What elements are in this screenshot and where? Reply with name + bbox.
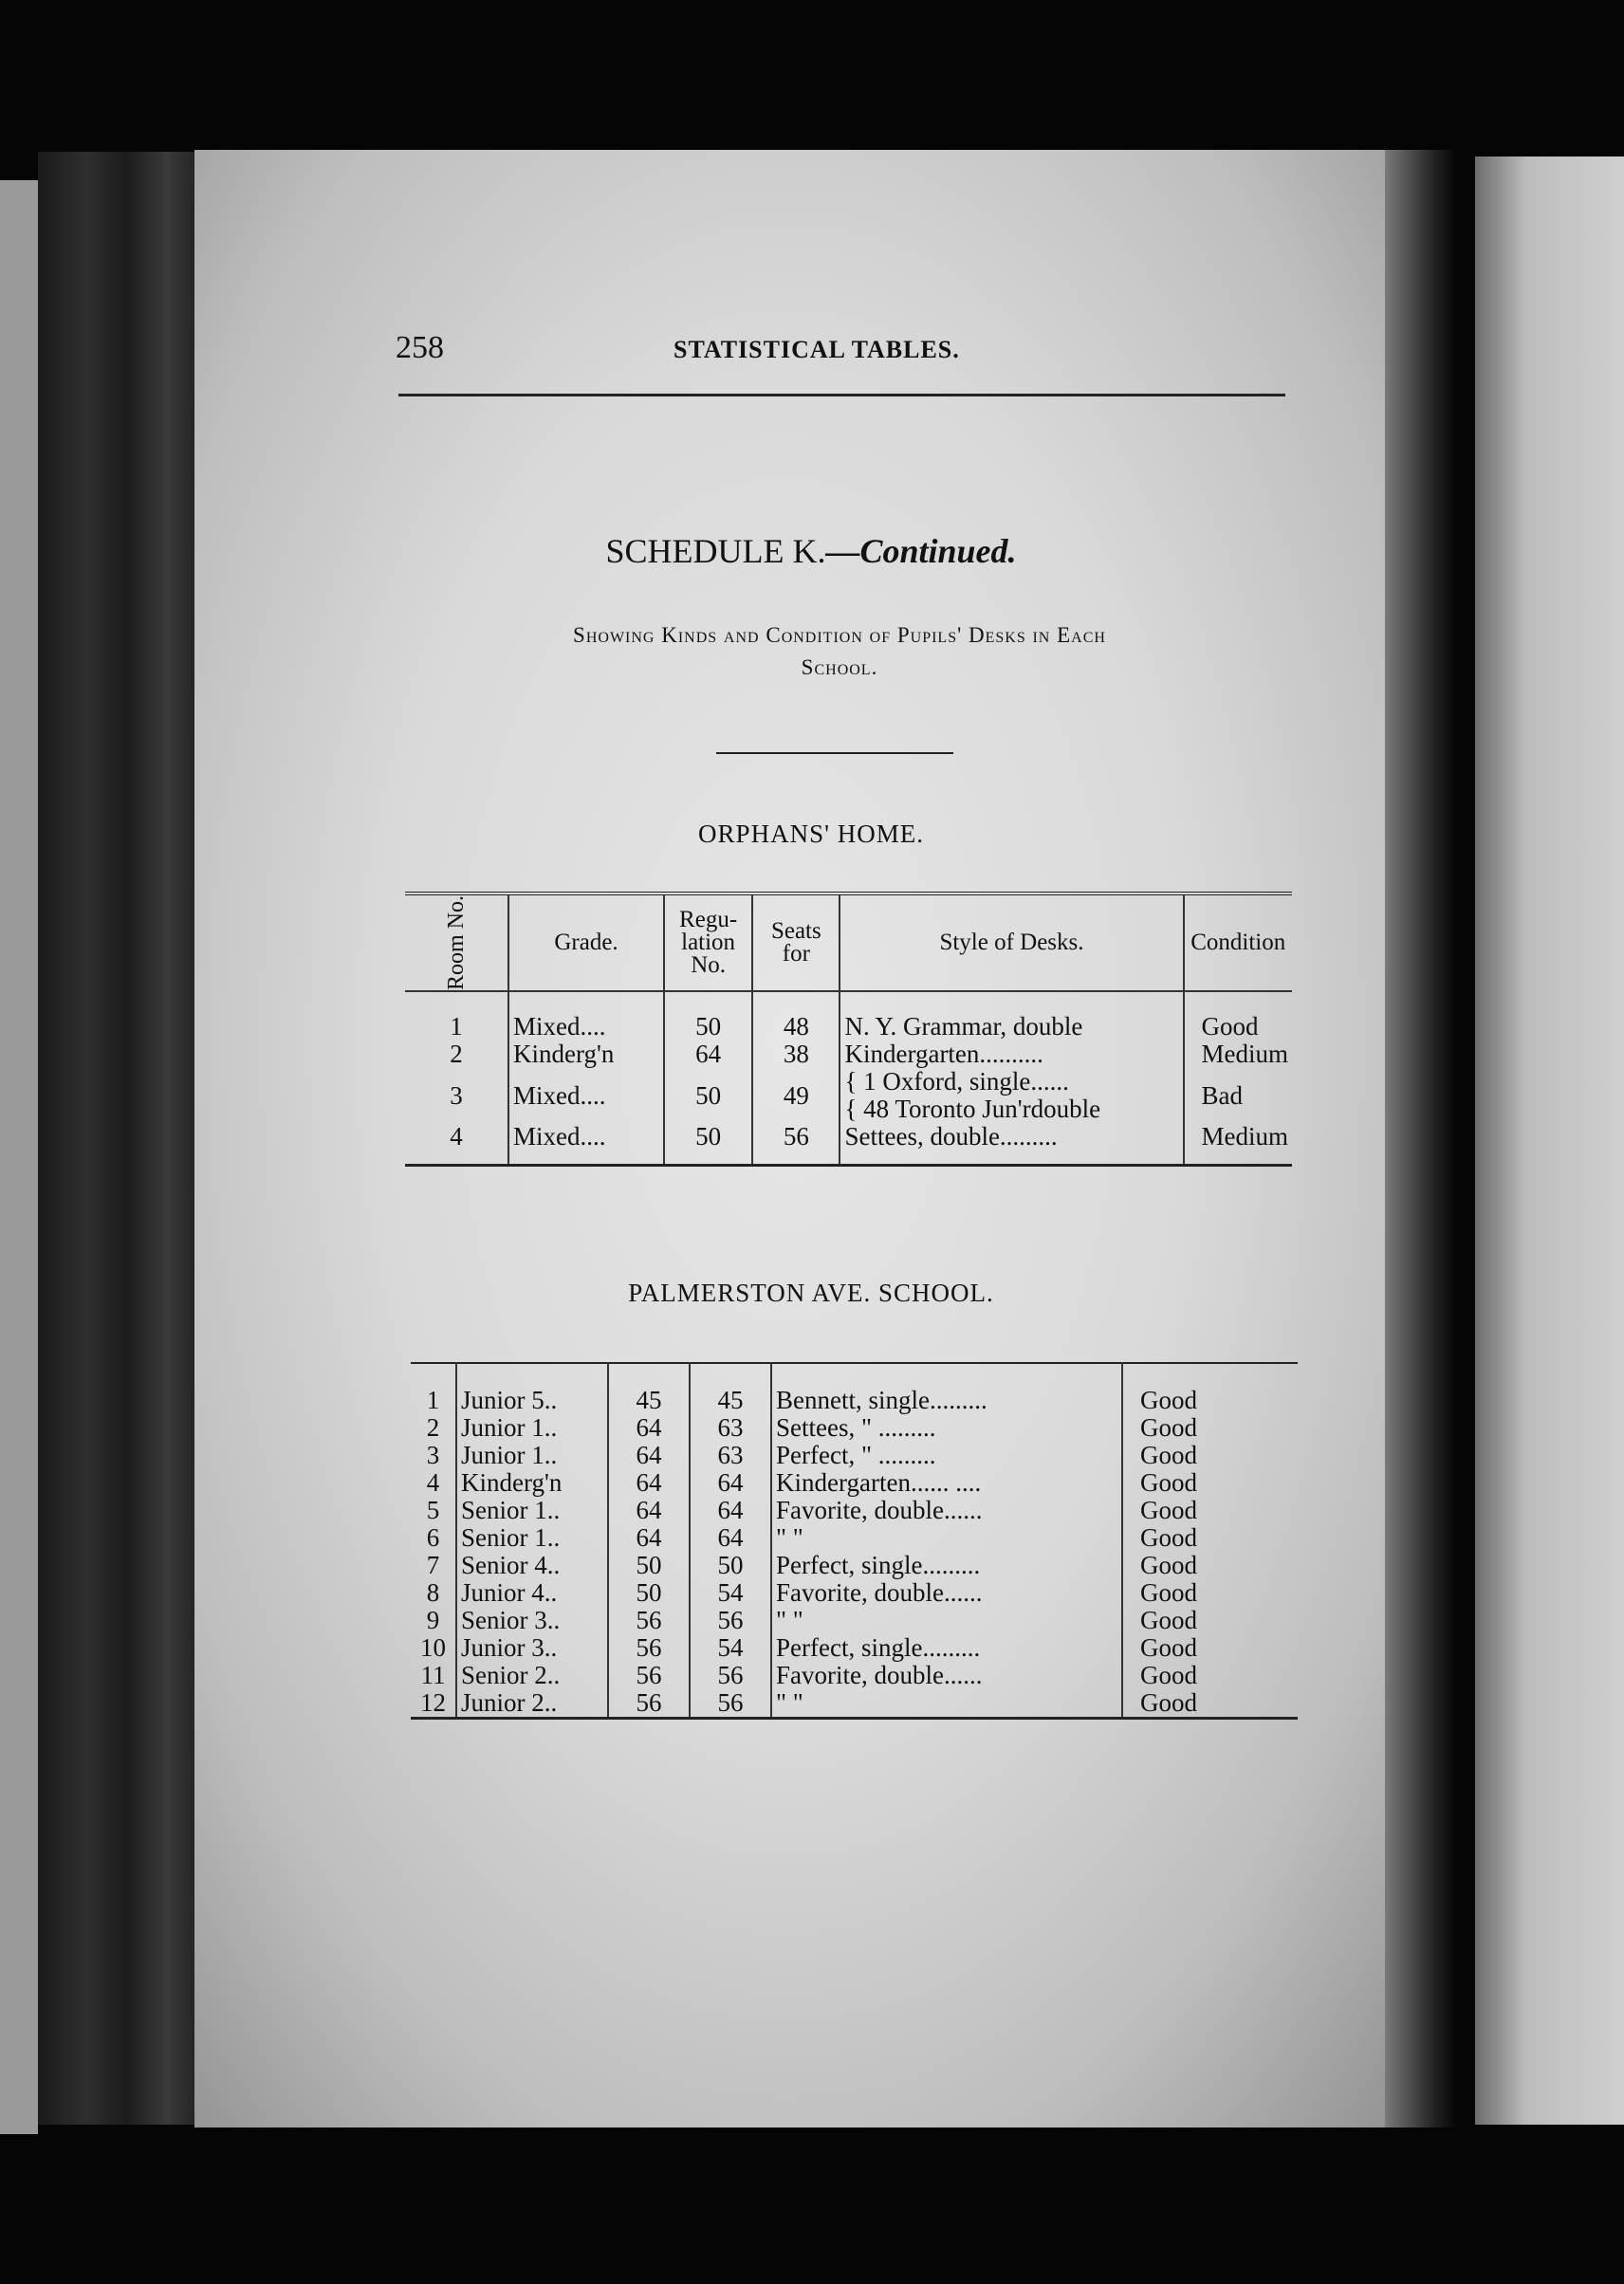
regulation-cell: 50: [664, 1123, 752, 1166]
regulation-cell: 64: [608, 1414, 690, 1442]
condition-cell: Good: [1122, 1662, 1298, 1689]
room-cell: 2: [450, 1040, 463, 1068]
regulation-cell: 64: [608, 1469, 690, 1497]
style-cell: N. Y. Grammar, double: [840, 991, 1183, 1041]
table-row: [405, 991, 1292, 1041]
grade-cell: Senior 4..: [456, 1552, 608, 1579]
regulation-cell: 50: [664, 991, 752, 1041]
schedule-title-main: SCHEDULE K.: [605, 532, 826, 570]
table-row: [405, 1068, 1292, 1123]
regulation-cell: 64: [608, 1524, 690, 1552]
adjacent-page: [1475, 157, 1624, 2125]
table-row: [411, 1552, 1298, 1579]
col-style: Style of Desks.: [840, 893, 1183, 991]
style-cell: Perfect, " .........: [771, 1442, 1122, 1469]
palmerston-table-body: [411, 1363, 1298, 1719]
book-edge: [0, 180, 38, 2134]
page-gutter-shadow: [1385, 150, 1456, 2127]
table-header-row: [405, 893, 1292, 991]
table-row: [411, 1607, 1298, 1634]
seats-cell: 48: [752, 991, 840, 1041]
grade-cell: Senior 1..: [456, 1497, 608, 1524]
seats-cell: 49: [752, 1068, 840, 1123]
room-cell: 10: [420, 1633, 446, 1662]
col-regulation-l2: lation: [681, 930, 736, 955]
condition-cell: Good: [1122, 1363, 1298, 1414]
grade-cell: Junior 3..: [456, 1634, 608, 1662]
condition-cell: Bad: [1184, 1068, 1293, 1123]
regulation-cell: 56: [608, 1607, 690, 1634]
room-cell: 7: [426, 1551, 440, 1579]
style-line-2: { 48 Toronto Jun'rdouble: [844, 1095, 1101, 1123]
room-cell: 8: [426, 1578, 440, 1607]
condition-cell: Medium: [1184, 1123, 1293, 1166]
room-cell: 11: [420, 1661, 446, 1689]
grade-cell: Senior 1..: [456, 1524, 608, 1552]
running-head: STATISTICAL TABLES.: [674, 336, 960, 363]
condition-cell: Good: [1122, 1552, 1298, 1579]
col-seats: [752, 893, 840, 991]
book-page: [194, 150, 1428, 2127]
condition-cell: Good: [1122, 1634, 1298, 1662]
grade-cell: Mixed....: [508, 1123, 664, 1166]
table-row: [405, 1123, 1292, 1166]
condition-cell: Good: [1184, 991, 1293, 1041]
regulation-cell: 64: [608, 1442, 690, 1469]
seats-cell: 64: [690, 1469, 771, 1497]
table-row: [411, 1469, 1298, 1497]
grade-cell: Mixed....: [508, 991, 664, 1041]
room-cell: 1: [450, 1012, 463, 1041]
style-cell: [840, 1068, 1183, 1123]
palmerston-heading: PALMERSTON AVE. SCHOOL.: [628, 1279, 994, 1307]
table-row: [411, 1363, 1298, 1414]
style-cell: " ": [771, 1607, 1122, 1634]
style-cell: Favorite, double......: [771, 1662, 1122, 1689]
orphans-home-heading: ORPHANS' HOME.: [698, 820, 924, 848]
condition-cell: Good: [1122, 1497, 1298, 1524]
style-cell: Favorite, double......: [771, 1497, 1122, 1524]
seats-cell: 56: [690, 1689, 771, 1719]
style-cell: Perfect, single.........: [771, 1634, 1122, 1662]
seats-cell: 38: [752, 1041, 840, 1068]
style-cell: Bennett, single.........: [771, 1363, 1122, 1414]
table-row: [411, 1689, 1298, 1719]
schedule-subtitle: [389, 619, 1290, 684]
orphans-home-table: [405, 892, 1292, 1167]
table-row: [411, 1662, 1298, 1689]
regulation-cell: 64: [608, 1497, 690, 1524]
grade-cell: Junior 1..: [456, 1414, 608, 1442]
regulation-cell: 56: [608, 1634, 690, 1662]
room-cell: 2: [426, 1413, 440, 1442]
condition-cell: Good: [1122, 1689, 1298, 1719]
page-number: 258: [396, 330, 444, 365]
subtitle-line-2: School.: [801, 655, 878, 679]
seats-cell: 45: [690, 1363, 771, 1414]
condition-cell: Good: [1122, 1524, 1298, 1552]
seats-cell: 64: [690, 1497, 771, 1524]
grade-cell: Junior 5..: [456, 1363, 608, 1414]
seats-cell: 63: [690, 1442, 771, 1469]
seats-cell: 56: [690, 1662, 771, 1689]
section-divider: [716, 752, 953, 754]
room-cell: 6: [426, 1523, 440, 1552]
regulation-cell: 50: [608, 1552, 690, 1579]
style-cell: Kindergarten..........: [840, 1041, 1183, 1068]
room-cell: 12: [420, 1688, 446, 1717]
seats-cell: 63: [690, 1414, 771, 1442]
seats-cell: 56: [752, 1123, 840, 1166]
seats-cell: 56: [690, 1607, 771, 1634]
table-row: [411, 1414, 1298, 1442]
col-seats-l2: for: [782, 941, 810, 967]
style-cell: Perfect, single.........: [771, 1552, 1122, 1579]
regulation-cell: 64: [664, 1041, 752, 1068]
style-cell: " ": [771, 1689, 1122, 1719]
grade-cell: Junior 2..: [456, 1689, 608, 1719]
condition-cell: Good: [1122, 1442, 1298, 1469]
room-cell: 4: [450, 1122, 463, 1151]
grade-cell: Junior 1..: [456, 1442, 608, 1469]
room-cell: 4: [426, 1468, 440, 1497]
schedule-title: [194, 531, 1428, 571]
table-row: [411, 1634, 1298, 1662]
condition-cell: Medium: [1184, 1041, 1293, 1068]
seats-cell: 54: [690, 1579, 771, 1607]
seats-cell: 54: [690, 1634, 771, 1662]
col-room: [405, 893, 508, 991]
style-cell: " ": [771, 1524, 1122, 1552]
style-cell: Favorite, double......: [771, 1579, 1122, 1607]
condition-cell: Good: [1122, 1469, 1298, 1497]
regulation-cell: 56: [608, 1662, 690, 1689]
regulation-cell: 50: [608, 1579, 690, 1607]
style-cell: Kindergarten...... ....: [771, 1469, 1122, 1497]
table-row: [411, 1524, 1298, 1552]
seats-cell: 64: [690, 1524, 771, 1552]
header-rule: [398, 394, 1285, 396]
regulation-cell: 45: [608, 1363, 690, 1414]
regulation-cell: 50: [664, 1068, 752, 1123]
col-grade: Grade.: [508, 893, 664, 991]
style-line-1: { 1 Oxford, single......: [844, 1067, 1069, 1096]
col-regulation: [664, 893, 752, 991]
style-cell: Settees, double.........: [840, 1123, 1183, 1166]
grade-cell: Senior 3..: [456, 1607, 608, 1634]
schedule-title-suffix: —Continued.: [825, 532, 1017, 570]
palmerston-table: [411, 1362, 1298, 1720]
room-cell: 3: [450, 1080, 463, 1110]
grade-cell: Kinderg'n: [508, 1041, 664, 1068]
regulation-cell: 56: [608, 1689, 690, 1719]
book-spine: [38, 152, 199, 2125]
condition-cell: Good: [1122, 1414, 1298, 1442]
grade-cell: Kinderg'n: [456, 1469, 608, 1497]
grade-cell: Senior 2..: [456, 1662, 608, 1689]
room-cell: 9: [426, 1606, 440, 1634]
table-row: [411, 1442, 1298, 1469]
subtitle-line-1: Showing Kinds and Condition of Pupils' Desks in Each: [573, 623, 1106, 647]
col-regulation-l1: Regu-: [679, 907, 738, 932]
room-cell: 5: [426, 1496, 440, 1524]
condition-cell: Good: [1122, 1579, 1298, 1607]
style-cell: Settees, " .........: [771, 1414, 1122, 1442]
table-row: [405, 1041, 1292, 1068]
table-row: [411, 1579, 1298, 1607]
condition-cell: Good: [1122, 1607, 1298, 1634]
room-cell: 1: [426, 1386, 440, 1414]
col-regulation-l3: No.: [691, 952, 726, 978]
col-condition: Condition: [1184, 893, 1293, 991]
col-room-label: Room No.: [444, 894, 470, 991]
col-seats-l1: Seats: [770, 918, 821, 944]
seats-cell: 50: [690, 1552, 771, 1579]
grade-cell: Junior 4..: [456, 1579, 608, 1607]
table-row: [411, 1497, 1298, 1524]
room-cell: 3: [426, 1441, 440, 1469]
grade-cell: Mixed....: [508, 1068, 664, 1123]
